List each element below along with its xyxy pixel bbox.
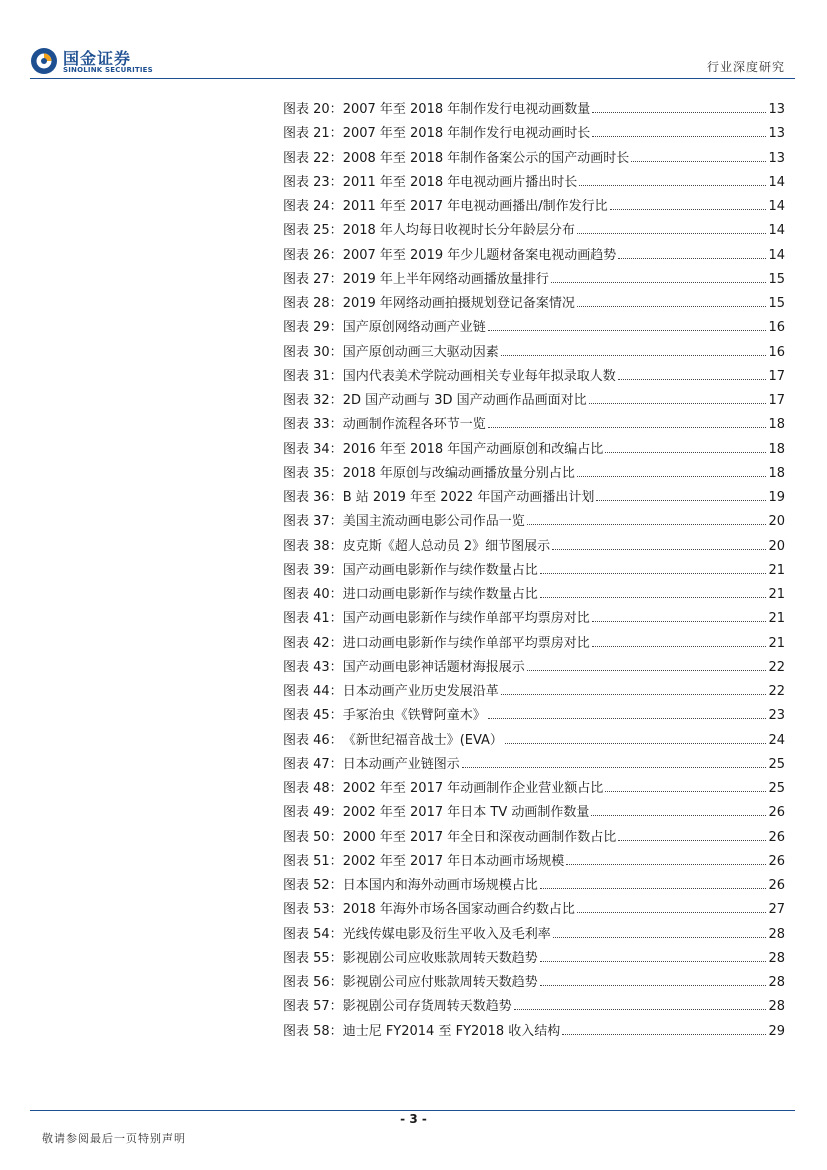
toc-entry-page: 25: [768, 781, 785, 796]
figure-table-of-contents: [283, 100, 785, 1046]
toc-entry-title: 动画制作流程各环节一览: [342, 417, 486, 433]
page-number: - 3 -: [400, 1112, 427, 1126]
company-logo: [30, 45, 155, 77]
toc-entry[interactable]: [283, 997, 785, 1021]
toc-dot-leader: [514, 1009, 767, 1010]
toc-dot-leader: [488, 718, 767, 719]
toc-entry[interactable]: [283, 634, 785, 658]
toc-entry-label: 图表 37：: [283, 514, 343, 530]
logo-english-text: SINOLINK SECURITIES: [63, 66, 153, 74]
toc-dot-leader: [552, 549, 766, 550]
toc-entry-page: 18: [768, 441, 785, 457]
toc-entry-title: 2018 年海外市场各国家动画合约数占比: [342, 902, 575, 918]
toc-entry-page: 17: [768, 393, 785, 408]
toc-entry-page: 21: [768, 562, 785, 578]
toc-entry-page: 13: [768, 150, 785, 166]
toc-entry-label: 图表 49：: [283, 805, 343, 821]
toc-entry-page: 25: [768, 756, 785, 772]
toc-entry-title: 国产动画电影新作与续作数量占比: [342, 562, 538, 578]
toc-entry-title: 2008 年至 2018 年制作备案公示的国产动画时长: [342, 150, 630, 166]
toc-entry-title: 2019 年网络动画拍摄规划登记备案情况: [342, 296, 575, 311]
toc-entry-title: 2016 年至 2018 年国产动画原创和改编占比: [342, 441, 604, 457]
toc-entry-title: 光线传媒电影及衍生平收入及毛利率: [342, 926, 551, 942]
toc-entry-label: 图表 56：: [283, 975, 343, 990]
toc-entry-title: 2002 年至 2017 年动画制作企业营业额占比: [342, 781, 604, 796]
toc-entry[interactable]: [283, 343, 785, 367]
toc-entry[interactable]: [283, 561, 785, 585]
toc-entry-label: 图表 30：: [283, 344, 343, 360]
toc-dot-leader: [631, 161, 766, 162]
toc-entry[interactable]: [283, 512, 785, 536]
toc-entry-page: 14: [768, 174, 785, 190]
footer-divider: [30, 1110, 795, 1111]
toc-entry-label: 图表 51：: [283, 853, 343, 869]
toc-dot-leader: [488, 427, 767, 428]
toc-entry-label: 图表 55：: [283, 950, 343, 966]
toc-entry-label: 图表 35：: [283, 465, 343, 481]
toc-entry-label: 图表 36：: [283, 490, 343, 505]
toc-entry-title: 影视剧公司应收账款周转天数趋势: [342, 950, 538, 966]
toc-entry-title: 2007 年至 2018 年制作发行电视动画时长: [342, 126, 591, 142]
toc-entry-page: 13: [768, 126, 785, 142]
toc-dot-leader: [562, 1034, 766, 1035]
toc-entry[interactable]: [283, 537, 785, 561]
toc-entry-page: 18: [768, 417, 785, 433]
toc-entry-label: 图表 20：: [283, 102, 343, 117]
toc-entry-page: 14: [768, 223, 785, 239]
toc-entry-title: 2019 年上半年网络动画播放量排行: [342, 271, 549, 287]
toc-entry-page: 23: [768, 708, 785, 724]
toc-entry-title: 2000 年至 2017 年全日和深夜动画制作数占比: [342, 829, 617, 845]
toc-entry[interactable]: [283, 197, 785, 221]
toc-entry-page: 28: [768, 950, 785, 966]
toc-entry-title: 国产原创动画三大驱动因素: [342, 344, 499, 360]
toc-entry-page: 26: [768, 829, 785, 845]
toc-dot-leader: [566, 864, 766, 865]
toc-entry-label: 图表 54：: [283, 926, 343, 942]
toc-dot-leader: [553, 937, 767, 938]
toc-entry-title: B 站 2019 年至 2022 年国产动画播出计划: [342, 490, 595, 505]
toc-dot-leader: [592, 646, 767, 647]
toc-entry-page: 16: [768, 344, 785, 360]
toc-entry-label: 图表 47：: [283, 756, 343, 772]
toc-entry-label: 图表 38：: [283, 538, 343, 554]
disclaimer-note: 敬请参阅最后一页特别声明: [42, 1132, 186, 1145]
toc-entry-label: 图表 45：: [283, 708, 343, 724]
toc-entry-title: 迪士尼 FY2014 至 FY2018 收入结构: [342, 1023, 561, 1039]
toc-entry-label: 图表 25：: [283, 223, 343, 239]
toc-entry-label: 图表 44：: [283, 684, 343, 699]
toc-entry-label: 图表 58：: [283, 1023, 343, 1039]
toc-dot-leader: [527, 524, 767, 525]
toc-entry-label: 图表 48：: [283, 781, 343, 796]
toc-dot-leader: [577, 306, 767, 307]
toc-dot-leader: [505, 743, 767, 744]
toc-entry-label: 图表 29：: [283, 320, 343, 336]
logo-chinese-text: 国金证券: [63, 49, 132, 68]
toc-dot-leader: [592, 621, 767, 622]
toc-entry-page: 22: [768, 684, 785, 699]
toc-entry-title: 2018 年原创与改编动画播放量分别占比: [342, 465, 575, 481]
toc-dot-leader: [596, 500, 766, 501]
toc-entry-label: 图表 41：: [283, 611, 343, 627]
toc-entry[interactable]: [283, 949, 785, 973]
toc-entry-title: 《新世纪福音战士》(EVA）: [342, 732, 503, 748]
toc-dot-leader: [577, 233, 767, 234]
toc-entry-label: 图表 28：: [283, 296, 343, 311]
toc-entry-title: 美国主流动画电影公司作品一览: [342, 514, 525, 530]
toc-entry-title: 日本国内和海外动画市场规模占比: [342, 878, 538, 893]
toc-entry[interactable]: [283, 270, 785, 294]
toc-entry[interactable]: [283, 609, 785, 633]
toc-dot-leader: [540, 573, 767, 574]
toc-entry-page: 14: [768, 199, 785, 214]
toc-entry-page: 22: [768, 659, 785, 675]
toc-entry-title: 进口动画电影新作与续作单部平均票房对比: [342, 635, 590, 651]
toc-entry-page: 26: [768, 878, 785, 893]
toc-entry-label: 图表 40：: [283, 587, 343, 602]
toc-dot-leader: [610, 209, 767, 210]
toc-entry-page: 28: [768, 975, 785, 990]
toc-entry-label: 图表 43：: [283, 659, 343, 675]
toc-entry-label: 图表 39：: [283, 562, 343, 578]
toc-dot-leader: [462, 767, 767, 768]
toc-dot-leader: [589, 403, 767, 404]
toc-entry-page: 17: [768, 368, 785, 384]
toc-entry-page: 18: [768, 465, 785, 481]
toc-entry-title: 进口动画电影新作与续作数量占比: [342, 587, 538, 602]
toc-entry-label: 图表 57：: [283, 999, 343, 1015]
toc-entry[interactable]: [283, 221, 785, 245]
toc-entry-title: 2018 年人均每日收视时长分年龄层分布: [342, 223, 575, 239]
toc-entry-label: 图表 27：: [283, 271, 343, 287]
toc-entry[interactable]: [283, 803, 785, 827]
toc-dot-leader: [618, 840, 766, 841]
toc-entry[interactable]: [283, 779, 785, 803]
report-type: 行业深度研究: [706, 60, 785, 74]
toc-dot-leader: [551, 282, 767, 283]
toc-entry-page: 15: [768, 296, 785, 311]
toc-entry-title: 2D 国产动画与 3D 国产动画作品画面对比: [342, 393, 587, 408]
toc-entry[interactable]: [283, 706, 785, 730]
toc-entry[interactable]: [283, 876, 785, 900]
toc-dot-leader: [540, 961, 767, 962]
toc-entry[interactable]: [283, 488, 785, 512]
toc-entry-title: 2007 年至 2018 年制作发行电视动画数量: [342, 102, 591, 117]
toc-entry-page: 24: [768, 732, 785, 748]
toc-entry-page: 21: [768, 635, 785, 651]
toc-entry[interactable]: [283, 294, 785, 318]
toc-entry-page: 15: [768, 271, 785, 287]
toc-entry-page: 14: [768, 247, 785, 263]
toc-entry-page: 21: [768, 587, 785, 602]
toc-entry[interactable]: [283, 415, 785, 439]
toc-entry-title: 2002 年至 2017 年日本动画市场规模: [342, 853, 565, 869]
sinolink-logo-icon: [30, 47, 58, 75]
toc-dot-leader: [577, 476, 767, 477]
toc-entry[interactable]: [283, 658, 785, 682]
toc-dot-leader: [592, 112, 766, 113]
toc-entry-page: 26: [768, 805, 785, 821]
toc-entry-page: 27: [768, 902, 785, 918]
toc-dot-leader: [592, 136, 766, 137]
toc-entry[interactable]: [283, 900, 785, 924]
toc-entry-label: 图表 46：: [283, 732, 343, 748]
toc-entry-title: 国内代表美术学院动画相关专业每年拟录取人数: [342, 368, 616, 384]
toc-entry[interactable]: [283, 828, 785, 852]
page-header: [0, 0, 827, 82]
toc-dot-leader: [577, 912, 767, 913]
toc-dot-leader: [501, 355, 767, 356]
toc-entry-label: 图表 34：: [283, 441, 343, 457]
toc-dot-leader: [501, 694, 767, 695]
toc-entry-label: 图表 52：: [283, 878, 343, 893]
toc-entry[interactable]: [283, 100, 785, 124]
toc-dot-leader: [618, 258, 766, 259]
toc-entry-title: 日本动画产业历史发展沿革: [342, 684, 499, 699]
toc-entry[interactable]: [283, 585, 785, 609]
toc-entry[interactable]: [283, 124, 785, 148]
toc-entry[interactable]: [283, 173, 785, 197]
toc-entry-title: 手冢治虫《铁臂阿童木》: [342, 708, 486, 724]
toc-entry-label: 图表 50：: [283, 829, 343, 845]
toc-entry[interactable]: [283, 755, 785, 779]
toc-entry[interactable]: [283, 1022, 785, 1046]
toc-entry-title: 2011 年至 2017 年电视动画播出/制作发行比: [342, 199, 608, 214]
toc-entry-page: 19: [768, 490, 785, 505]
toc-entry-title: 国产动画电影神话题材海报展示: [342, 659, 525, 675]
toc-entry-page: 20: [768, 538, 785, 554]
toc-entry-title: 2002 年至 2017 年日本 TV 动画制作数量: [342, 805, 590, 821]
toc-entry-title: 皮克斯《超人总动员 2》细节图展示: [342, 538, 551, 554]
toc-entry-label: 图表 22：: [283, 150, 343, 166]
toc-entry-label: 图表 32：: [283, 393, 343, 408]
toc-entry[interactable]: [283, 318, 785, 342]
toc-entry-label: 图表 33：: [283, 417, 343, 433]
toc-entry[interactable]: [283, 925, 785, 949]
toc-entry-title: 影视剧公司应付账款周转天数趋势: [342, 975, 538, 990]
toc-dot-leader: [605, 791, 766, 792]
toc-dot-leader: [579, 185, 766, 186]
toc-entry-page: 13: [768, 102, 785, 117]
toc-dot-leader: [618, 379, 767, 380]
toc-entry[interactable]: [283, 464, 785, 488]
toc-entry-title: 2011 年至 2018 年电视动画片播出时长: [342, 174, 578, 190]
toc-dot-leader: [540, 985, 767, 986]
toc-entry-label: 图表 24：: [283, 199, 343, 214]
toc-entry-page: 26: [768, 853, 785, 869]
toc-entry-label: 图表 23：: [283, 174, 343, 190]
toc-entry[interactable]: [283, 246, 785, 270]
toc-dot-leader: [591, 815, 766, 816]
toc-entry-title: 日本动画产业链图示: [342, 756, 460, 772]
toc-entry[interactable]: [283, 973, 785, 997]
toc-entry-page: 29: [768, 1023, 785, 1039]
toc-entry[interactable]: [283, 367, 785, 391]
toc-entry-title: 2007 年至 2019 年少儿题材备案电视动画趋势: [342, 247, 617, 263]
toc-entry-page: 21: [768, 611, 785, 627]
toc-entry-label: 图表 21：: [283, 126, 343, 142]
toc-entry-title: 国产原创网络动画产业链: [342, 320, 486, 336]
toc-entry-page: 20: [768, 514, 785, 530]
toc-entry-title: 国产动画电影新作与续作单部平均票房对比: [342, 611, 590, 627]
toc-entry-label: 图表 42：: [283, 635, 343, 651]
toc-entry[interactable]: [283, 391, 785, 415]
toc-dot-leader: [605, 452, 766, 453]
toc-entry-page: 28: [768, 926, 785, 942]
toc-entry-title: 影视剧公司存货周转天数趋势: [342, 999, 512, 1015]
toc-entry-label: 图表 53：: [283, 902, 343, 918]
toc-entry[interactable]: [283, 682, 785, 706]
toc-entry[interactable]: [283, 852, 785, 876]
toc-dot-leader: [540, 597, 767, 598]
toc-entry-label: 图表 31：: [283, 368, 343, 384]
toc-dot-leader: [488, 330, 767, 331]
toc-entry[interactable]: [283, 440, 785, 464]
toc-entry-page: 28: [768, 999, 785, 1015]
toc-dot-leader: [527, 670, 767, 671]
toc-entry[interactable]: [283, 149, 785, 173]
toc-entry-label: 图表 26：: [283, 247, 343, 263]
toc-entry[interactable]: [283, 731, 785, 755]
toc-entry-page: 16: [768, 320, 785, 336]
header-divider: [30, 78, 795, 79]
toc-dot-leader: [540, 888, 767, 889]
